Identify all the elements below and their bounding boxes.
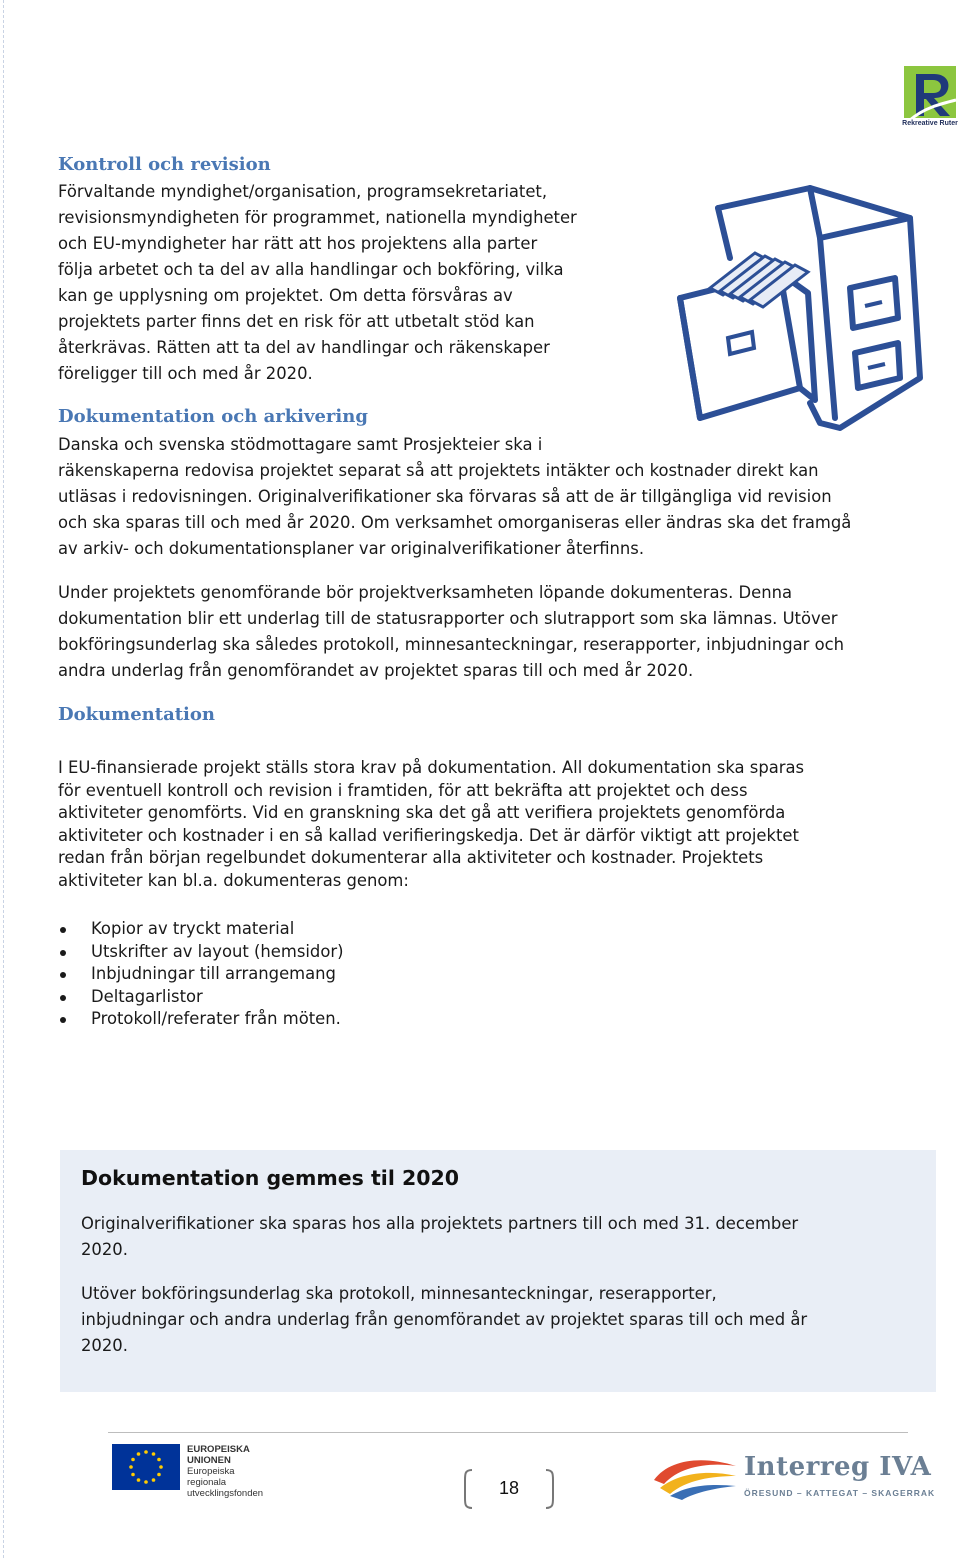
eu-star-icon [129,1465,133,1469]
page-number-frame [462,1468,556,1510]
eu-star-icon [144,1480,148,1484]
page-number: 18 [498,1478,520,1498]
filing-cabinet-illustration [660,178,960,440]
heading-kontroll-och-revision: Kontroll och revision [58,154,271,175]
eu-star-icon [131,1473,135,1477]
info-box [60,1150,936,1392]
footer-divider [108,1432,908,1433]
list-item: Inbjudningar till arrangemang [58,963,344,986]
logo-caption: Rekreative Ruter [902,120,958,127]
page-edge-guide [3,0,4,1558]
list-item: Deltagarlistor [58,986,344,1009]
interreg-region: ÖRESUND – KATTEGAT – SKAGERRAK [744,1488,936,1498]
eu-star-icon [159,1465,163,1469]
heading-dokumentation-och-arkivering: Dokumentation och arkivering [58,406,368,427]
documentation-bullet-list [58,918,344,1031]
eu-star-icon [137,1478,141,1482]
eu-star-icon [137,1452,141,1456]
paragraph-genomforande: Under projektets genomförande bör projektverksamheten löpande dokumenteras. Denna dokumentation blir ett underlag till de statusrapporter och slutrapport som ska lämnas. Utöver bokföringsunderlag ska således protokoll, minnesanteckningar, reserapporter, inbjudningar och andra underlag från genomförandet av projektet sparas till och med år 2020. [58,583,845,680]
eu-flag-icon [112,1444,180,1490]
eu-star-icon [157,1458,161,1462]
heading-dokumentation: Dokumentation [58,704,215,725]
paragraph-dokumentation: I EU-finansierade projekt ställs stora krav på dokumentation. All dokumentation ska sparas för eventuell kontroll och revision i framtiden, för att bekräfta att projektet och dess aktiviteter genomförts. Vid en granskning ska det gå att verifiera projektets genomförda aktiviteter och kostnader i en så kallad verifieringskedja. Det är därför viktigt att projektet redan från början regelbundet dokumenterar alla aktiviteter och kostnader. Projektets aktiviteter kan bl.a. dokumenteras genom: [58,758,805,890]
info-box-title: Dokumentation gemmes til 2020 [81,1166,460,1190]
interreg-swoosh-icon [650,1450,740,1500]
list-item: Kopior av tryckt material [58,918,344,941]
list-item: Protokoll/referater från möten. [58,1008,344,1031]
eu-star-icon [152,1478,156,1482]
list-item: Utskrifter av layout (hemsidor) [58,941,344,964]
eu-star-icon [144,1450,148,1454]
eu-star-icon [152,1452,156,1456]
interreg-name: Interreg IVA [744,1452,932,1482]
info-box-paragraph-2: Utöver bokföringsunderlag ska protokoll, minnesanteckningar, reserapporter, inbjudningar och andra underlag från genomförandet av projektet sparas till och med år 2020. [81,1284,808,1355]
eu-star-icon [157,1473,161,1477]
info-box-paragraph-1: Originalverifikationer ska sparas hos alla projektets partners till och med 31. december 2020. [81,1214,799,1259]
eu-fund-text: EUROPEISKA UNIONEN Europeiska regionala utvecklingsfonden [187,1444,264,1499]
paragraph-arkivering: Danska och svenska stödmottagare samt Prosjekteier ska i räkenskaperna redovisa projektet separat så att projektets intäkter och kostnader direkt kan utläsas i redovisningen. Originalverifikationer ska förvaras så att de är tillgängliga vid revision och ska sparas till och med år 2020. Om verksamhet omorganiseras eller ändras ska det framgå av arkiv- och dokumentationsplaner var originalverifikationer återfinns. [58,435,852,558]
eu-star-icon [131,1458,135,1462]
paragraph-kontroll: Förvaltande myndighet/organisation, programsekretariatet, revisionsmyndigheten för programmet, nationella myndigheter och EU-myndigheter har rätt att hos projektens alla parter följa arbetet och ta del av alla handlingar och bokföring, vilka kan ge upplysning om projektet. Om detta försvåras av projektets parter finns det en risk för att utbetalt stöd kan återkrävas. Rätten att ta del av handlingar och räkenskaper föreligger till och med år 2020. [58,182,577,383]
